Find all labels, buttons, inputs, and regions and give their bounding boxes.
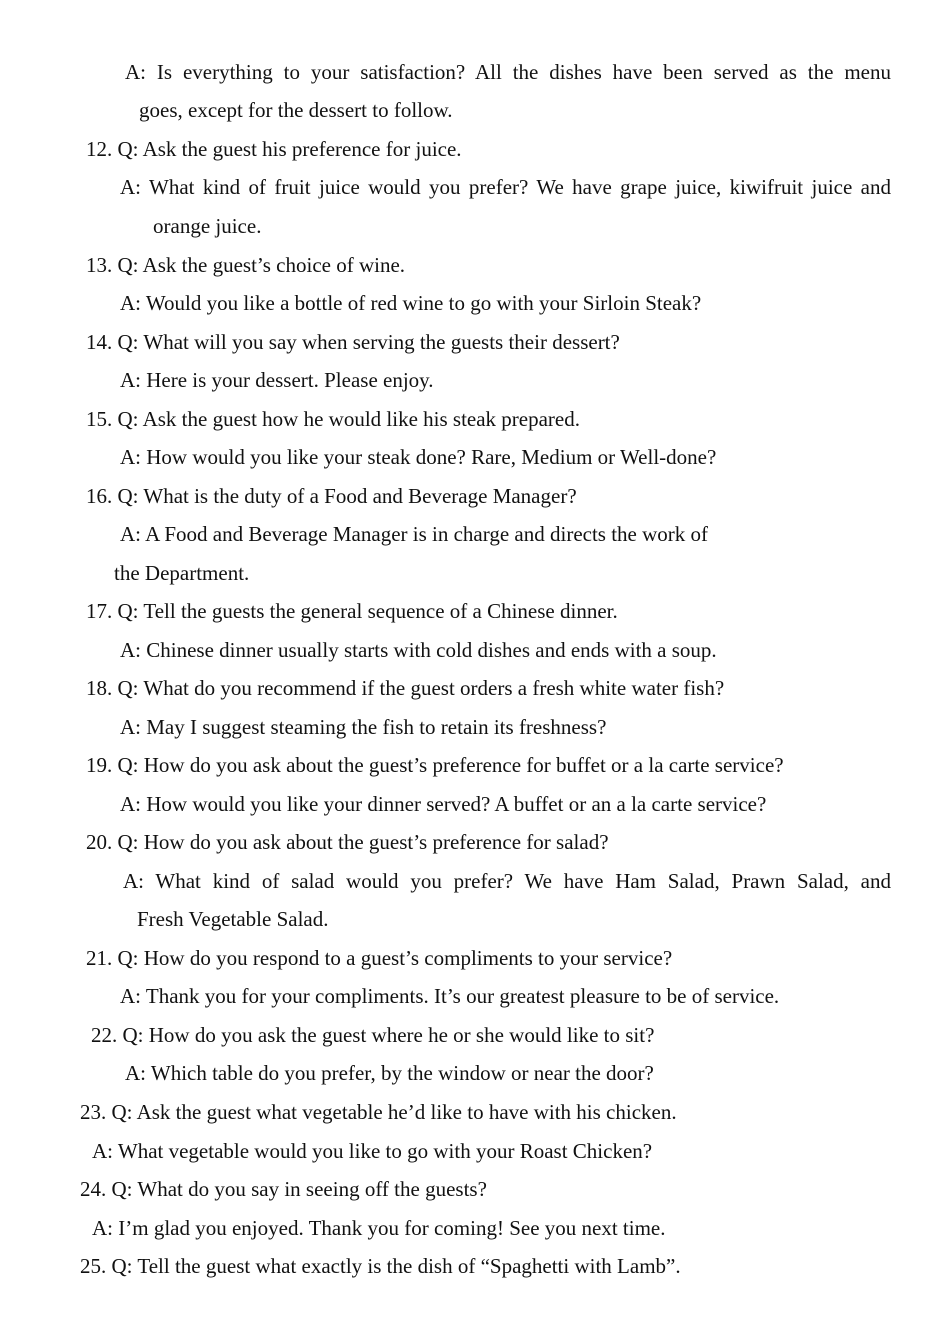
question-12: 12. Q: Ask the guest his preference for juice. (86, 137, 462, 161)
question-17: 17. Q: Tell the guests the general sequence of a Chinese dinner. (86, 599, 618, 623)
answer-text-continued: goes, except for the dessert to follow. (139, 98, 453, 122)
question-14: 14. Q: What will you say when serving the guests their dessert? (86, 330, 620, 354)
question-19: 19. Q: How do you ask about the guest’s preference for buffet or a la carte service? (86, 753, 784, 777)
answer-12-continued: orange juice. (153, 214, 262, 238)
answer-24: A: I’m glad you enjoyed. Thank you for coming! See you next time. (92, 1216, 666, 1240)
question-22: 22. Q: How do you ask the guest where he or she would like to sit? (91, 1023, 655, 1047)
answer-20: A: What kind of salad would you prefer? We have Ham Salad, Prawn Salad, and (123, 869, 891, 893)
answer-17: A: Chinese dinner usually starts with cold dishes and ends with a soup. (120, 638, 717, 662)
question-13: 13. Q: Ask the guest’s choice of wine. (86, 253, 406, 277)
answer-19: A: How would you like your dinner served? A buffet or an a la carte service? (120, 792, 767, 816)
answer-21: A: Thank you for your compliments. It’s our greatest pleasure to be of service. (120, 984, 780, 1008)
answer-text: A: Is everything to your satisfaction? All the dishes have been served as the menu (125, 60, 891, 84)
answer-16-continued: the Department. (114, 561, 250, 585)
question-21: 21. Q: How do you respond to a guest’s compliments to your service? (86, 946, 673, 970)
answer-18: A: May I suggest steaming the fish to retain its freshness? (120, 715, 607, 739)
question-16: 16. Q: What is the duty of a Food and Beverage Manager? (86, 484, 577, 508)
question-20: 20. Q: How do you ask about the guest’s preference for salad? (86, 830, 609, 854)
question-25: 25. Q: Tell the guest what exactly is the dish of “Spaghetti with Lamb”. (80, 1254, 681, 1278)
answer-15: A: How would you like your steak done? Rare, Medium or Well-done? (120, 445, 717, 469)
answer-12: A: What kind of fruit juice would you prefer? We have grape juice, kiwifruit juice and (120, 175, 891, 199)
answer-16: A: A Food and Beverage Manager is in charge and directs the work of (120, 522, 709, 546)
answer-22: A: Which table do you prefer, by the window or near the door? (125, 1061, 654, 1085)
answer-14: A: Here is your dessert. Please enjoy. (120, 368, 434, 392)
question-15: 15. Q: Ask the guest how he would like his steak prepared. (86, 407, 580, 431)
question-24: 24. Q: What do you say in seeing off the guests? (80, 1177, 487, 1201)
question-23: 23. Q: Ask the guest what vegetable he’d like to have with his chicken. (80, 1100, 677, 1124)
answer-13: A: Would you like a bottle of red wine to go with your Sirloin Steak? (120, 291, 702, 315)
question-18: 18. Q: What do you recommend if the guest orders a fresh white water fish? (86, 676, 725, 700)
answer-20-continued: Fresh Vegetable Salad. (137, 907, 329, 931)
answer-23: A: What vegetable would you like to go with your Roast Chicken? (92, 1139, 653, 1163)
